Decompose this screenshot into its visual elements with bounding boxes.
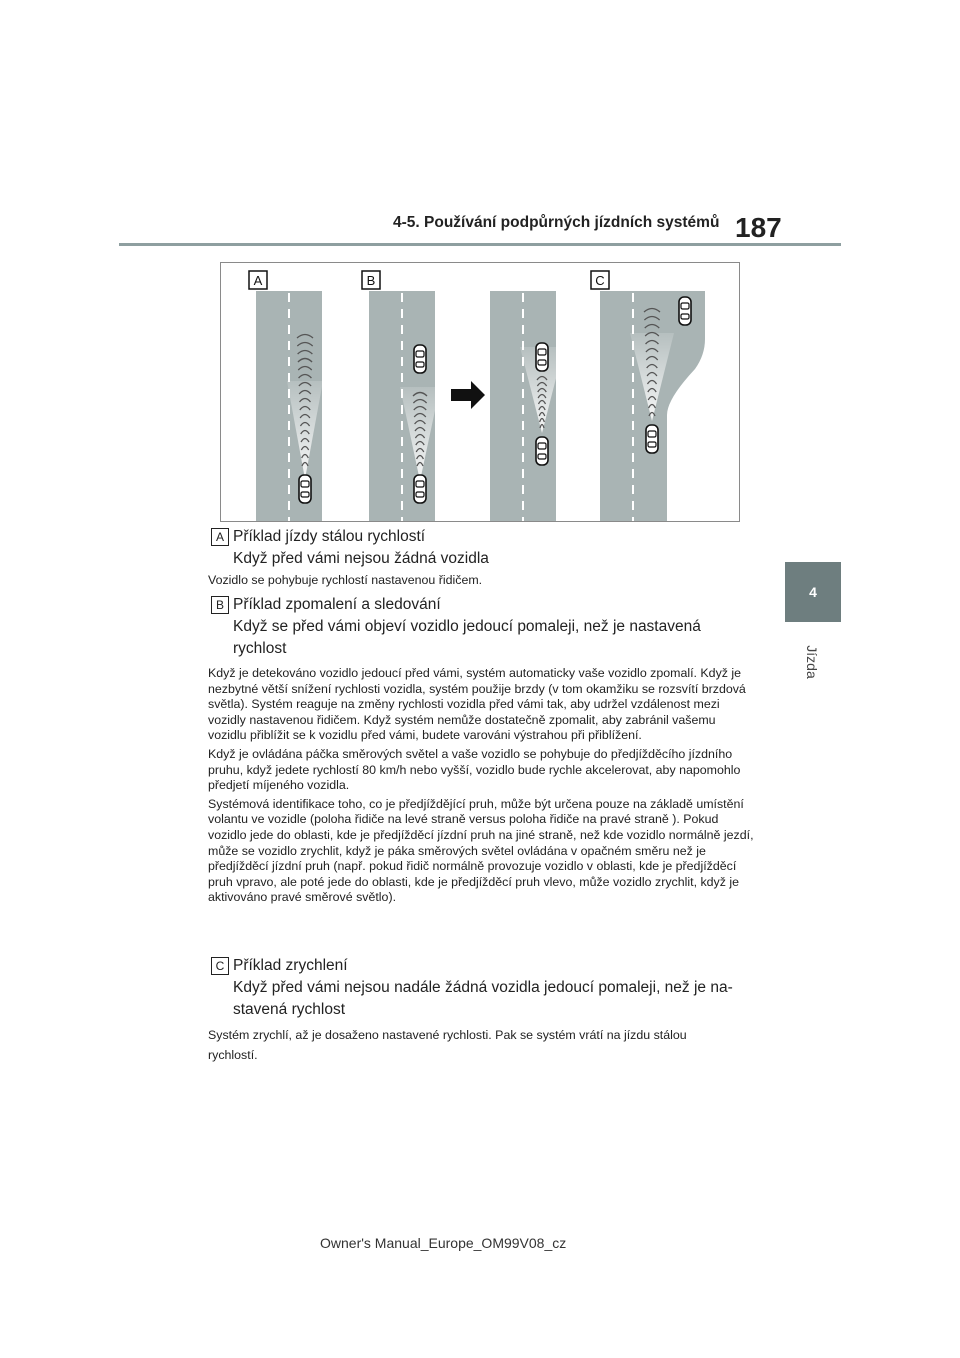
own-car-a-icon: [299, 475, 311, 503]
acc-illustration: [220, 262, 740, 522]
own-car-c-icon: [646, 425, 658, 453]
own-car-b-icon: [414, 475, 426, 503]
section-a-subtitle: Když před vámi nejsou žádná vozidla: [233, 550, 489, 567]
section-title: 4-5. Používání podpůrných jízdních systémů: [393, 214, 720, 231]
section-b-body: [208, 666, 756, 906]
lane-a: [256, 291, 323, 522]
footer-manual-id: Owner's Manual_Europe_OM99V08_cz: [320, 1235, 567, 1251]
section-b-tag: B: [211, 596, 229, 614]
lane-c: [600, 291, 705, 522]
header-divider: [119, 243, 841, 246]
lane-b-before: [369, 291, 440, 522]
preceding-car-b2-icon: [536, 343, 548, 371]
lane-b-after: [490, 291, 564, 522]
chapter-number: 4: [809, 584, 817, 600]
chapter-label: [790, 632, 834, 692]
section-a-title: Příklad jízdy stálou rychlostí: [233, 528, 426, 545]
section-c-tag: C: [211, 957, 229, 975]
figure-label-b: [362, 271, 380, 289]
section-c-subtitle-cont: stavená rychlost: [233, 1001, 345, 1018]
page-number: 187: [735, 212, 782, 243]
figure-label-a: [249, 271, 267, 289]
own-car-b2-icon: [536, 437, 548, 465]
section-b-title: Příklad zpomalení a sledování: [233, 596, 441, 613]
chapter-label-text: Jízda: [804, 645, 820, 679]
transition-arrow: [451, 381, 485, 409]
section-c-body: [208, 1025, 738, 1065]
section-b-paragraph-2: Když je ovládána páčka směrových světel a vaše vozidlo se pohybuje do předjížděcího jízdního pruhu, když jedete rychlostí 80 km/h nebo vyšší, vozidlo bude rychle akcelerovat, aby napomohlo předjetí míjeného vozidla.: [208, 746, 741, 793]
departing-car-c-icon: [679, 297, 691, 325]
figure-label-c: [591, 271, 609, 289]
section-a-paragraph: Vozidlo se pohybuje rychlostí nastavenou řidičem.: [208, 573, 483, 587]
figure-label-b-text: B: [366, 273, 376, 288]
section-a-tag: A: [211, 528, 229, 546]
preceding-car-b-icon: [414, 345, 426, 373]
section-c-paragraph: Systém zrychlí, až je dosaženo nastavené rychlosti. Pak se systém vrátí na jízdu stálou rychlostí.: [208, 1028, 687, 1062]
section-a-body: [208, 573, 756, 589]
road-diagram: [221, 263, 740, 522]
section-b-subtitle-cont: rychlost: [233, 640, 287, 657]
section-b-subtitle: Když se před vámi objeví vozidlo jedoucí pomaleji, než je nastavená: [233, 618, 701, 635]
figure-label-a-text: A: [253, 273, 263, 288]
section-b-paragraph-1: Když je detekováno vozidlo jedoucí před vámi, systém automaticky vaše vozidlo zpomalí. Když je nezbytné větší snížení rychlosti vozidla, systém použije brzdy (v tom okamžiku se rozsvítí brzdová světla). Systém reaguje na změny rychlosti vozidla před vámi tak, aby udržel vzdálenost mezi vozidly nastavenou řidičem. Když systém nemůže dostatečně zpomalit, aby zabránil vašemu vozidlu přiblížit se k vozidlu před vámi, budete varováni výstrahou při přiblížení.: [208, 666, 746, 743]
chapter-tab: [785, 562, 841, 622]
section-b-paragraph-3: Systémová identifikace toho, co je předjíždějící pruh, může být určena pouze na základě umístění volantu ve vozidle (poloha řidiče na levé straně versus poloha řidiče na pravé straně ). Pokud vozidlo jede do oblasti, kde je předjížděcí jízdní pruh na jiné straně, než kde vozidlo normálně jezdí, může se vozidlo zrychlit, když je páka směrových světel ovládána v opačném směru než je předjížděcí jízdní pruh (např. pokud řidič normálně provozuje vozidlo v oblasti, kde je předjížděcí pruh vpravo, ale poté jede do oblasti, kde je předjížděcí pruh vlevo, může vozidlo zrychlit, když je aktivováno pravé směrové světlo).: [208, 796, 754, 905]
section-c-subtitle: Když před vámi nejsou nadále žádná vozidla jedoucí pomaleji, než je na-: [233, 979, 733, 996]
section-c-title: Příklad zrychlení: [233, 957, 348, 974]
figure-label-c-text: C: [595, 273, 605, 288]
